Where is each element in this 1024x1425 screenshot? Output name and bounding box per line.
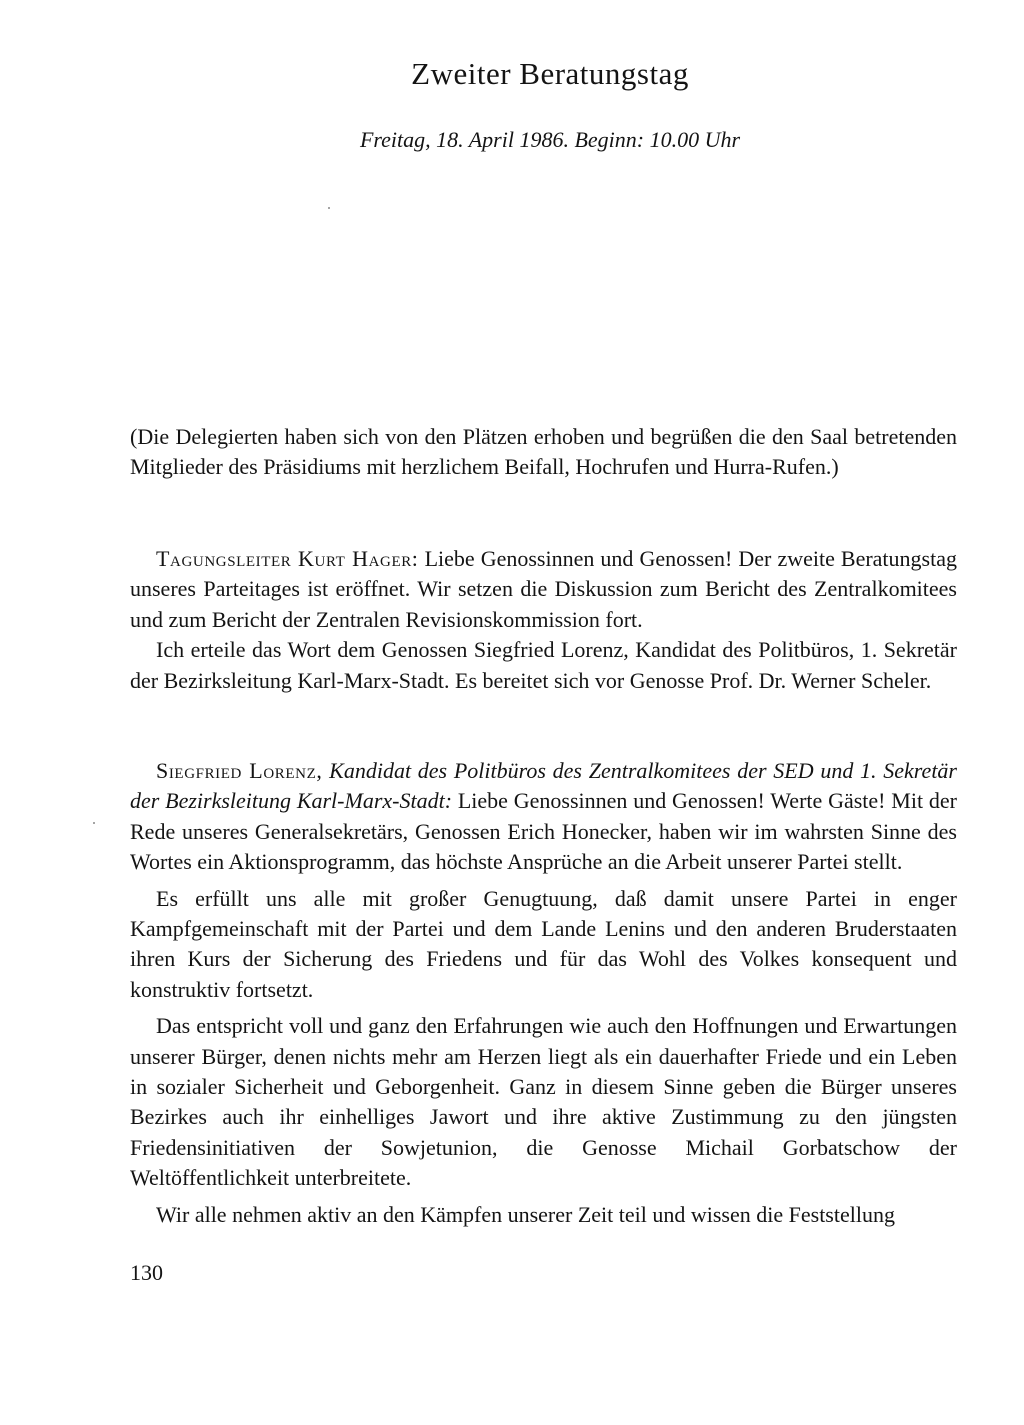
hager-speech-block — [130, 544, 957, 696]
scan-speck — [328, 207, 330, 209]
lorenz-paragraph-2: Es erfüllt uns alle mit großer Genugtuung, daß damit unsere Partei in enger Kampfgemeinschaft mit der Partei und dem Lande Lenins und den anderen Bruderstaaten ihren Kurs der Sicherung des Friedens und für das Wohl des Volkes konsequent und konstruktiv fortsetzt. — [130, 885, 957, 1002]
stage-direction: (Die Delegierten haben sich von den Plätzen erhoben und begrüßen die den Saal betretenden Mitglieder des Präsidiums mit herzlichem Beifall, Hochrufen und Hurra-Rufen.) — [130, 424, 957, 480]
lorenz-speech-text: Liebe Genossinnen und Genossen! Werte Gäste! Mit der Rede unseres Generalsekretärs, Genossen Erich Honecker, haben wir im wahrsten Sinne des Wortes ein Aktionsprogramm, das höchste Ansprüche an die Arbeit unserer Partei stellt. — [130, 788, 957, 875]
scan-speck — [93, 822, 95, 824]
page-title: Zweiter Beratungstag — [411, 56, 689, 91]
speaker-name: Siegfried Lorenz, — [156, 758, 323, 783]
stage-direction-block — [130, 422, 957, 483]
hager-speech-text: Liebe Genossinnen und Genossen! Der zweite Beratungstag unseres Parteitages ist eröffnet. Wir setzen die Diskussion zum Bericht des Zentralkomitees und zum Bericht der Zentralen Revisionskommission fort. — [130, 546, 957, 632]
hager-paragraph-1 — [130, 544, 957, 635]
hager-paragraph-2: Ich erteile das Wort dem Genossen Siegfried Lorenz, Kandidat des Politbüros, 1. Sekretär der Bezirksleitung Karl-Marx-Stadt. Es bereitet sich vor Genosse Prof. Dr. Werner Scheler. — [130, 637, 957, 693]
speaker-role: Kandidat des Politbüros des Zentralkomitees der SED und 1. Sekretär der Bezirksleitung Karl-Marx-Stadt: — [130, 758, 957, 814]
lorenz-paragraph-3: Das entspricht voll und ganz den Erfahrungen wie auch den Hoffnungen und Erwartungen unserer Bürger, denen nichts mehr am Herzen liegt als ein dauerhafter Friede und ein Leben in sozialer Sicherheit und Geborgenheit. Ganz in diesem Sinne geben die Bürger unseres Bezirkes auch ihr einhelliges Jawort und ihre aktive Zustimmung zu den jüngsten Friedensinitiativen der Sowjetunion, die Genosse Michail Gorbatschow der Weltöffentlichkeit unterbreitete. — [130, 1013, 957, 1191]
lorenz-speech-block — [130, 756, 957, 1230]
lorenz-paragraph-4: Wir alle nehmen aktiv an den Kämpfen unserer Zeit teil und wissen die Feststellung — [156, 1201, 895, 1227]
lorenz-paragraph-1 — [130, 756, 957, 878]
page-number: 130 — [130, 1260, 163, 1285]
speaker-name: Tagungsleiter Kurt Hager: — [156, 546, 419, 571]
session-date-subtitle: Freitag, 18. April 1986. Beginn: 10.00 Uhr — [359, 127, 741, 152]
